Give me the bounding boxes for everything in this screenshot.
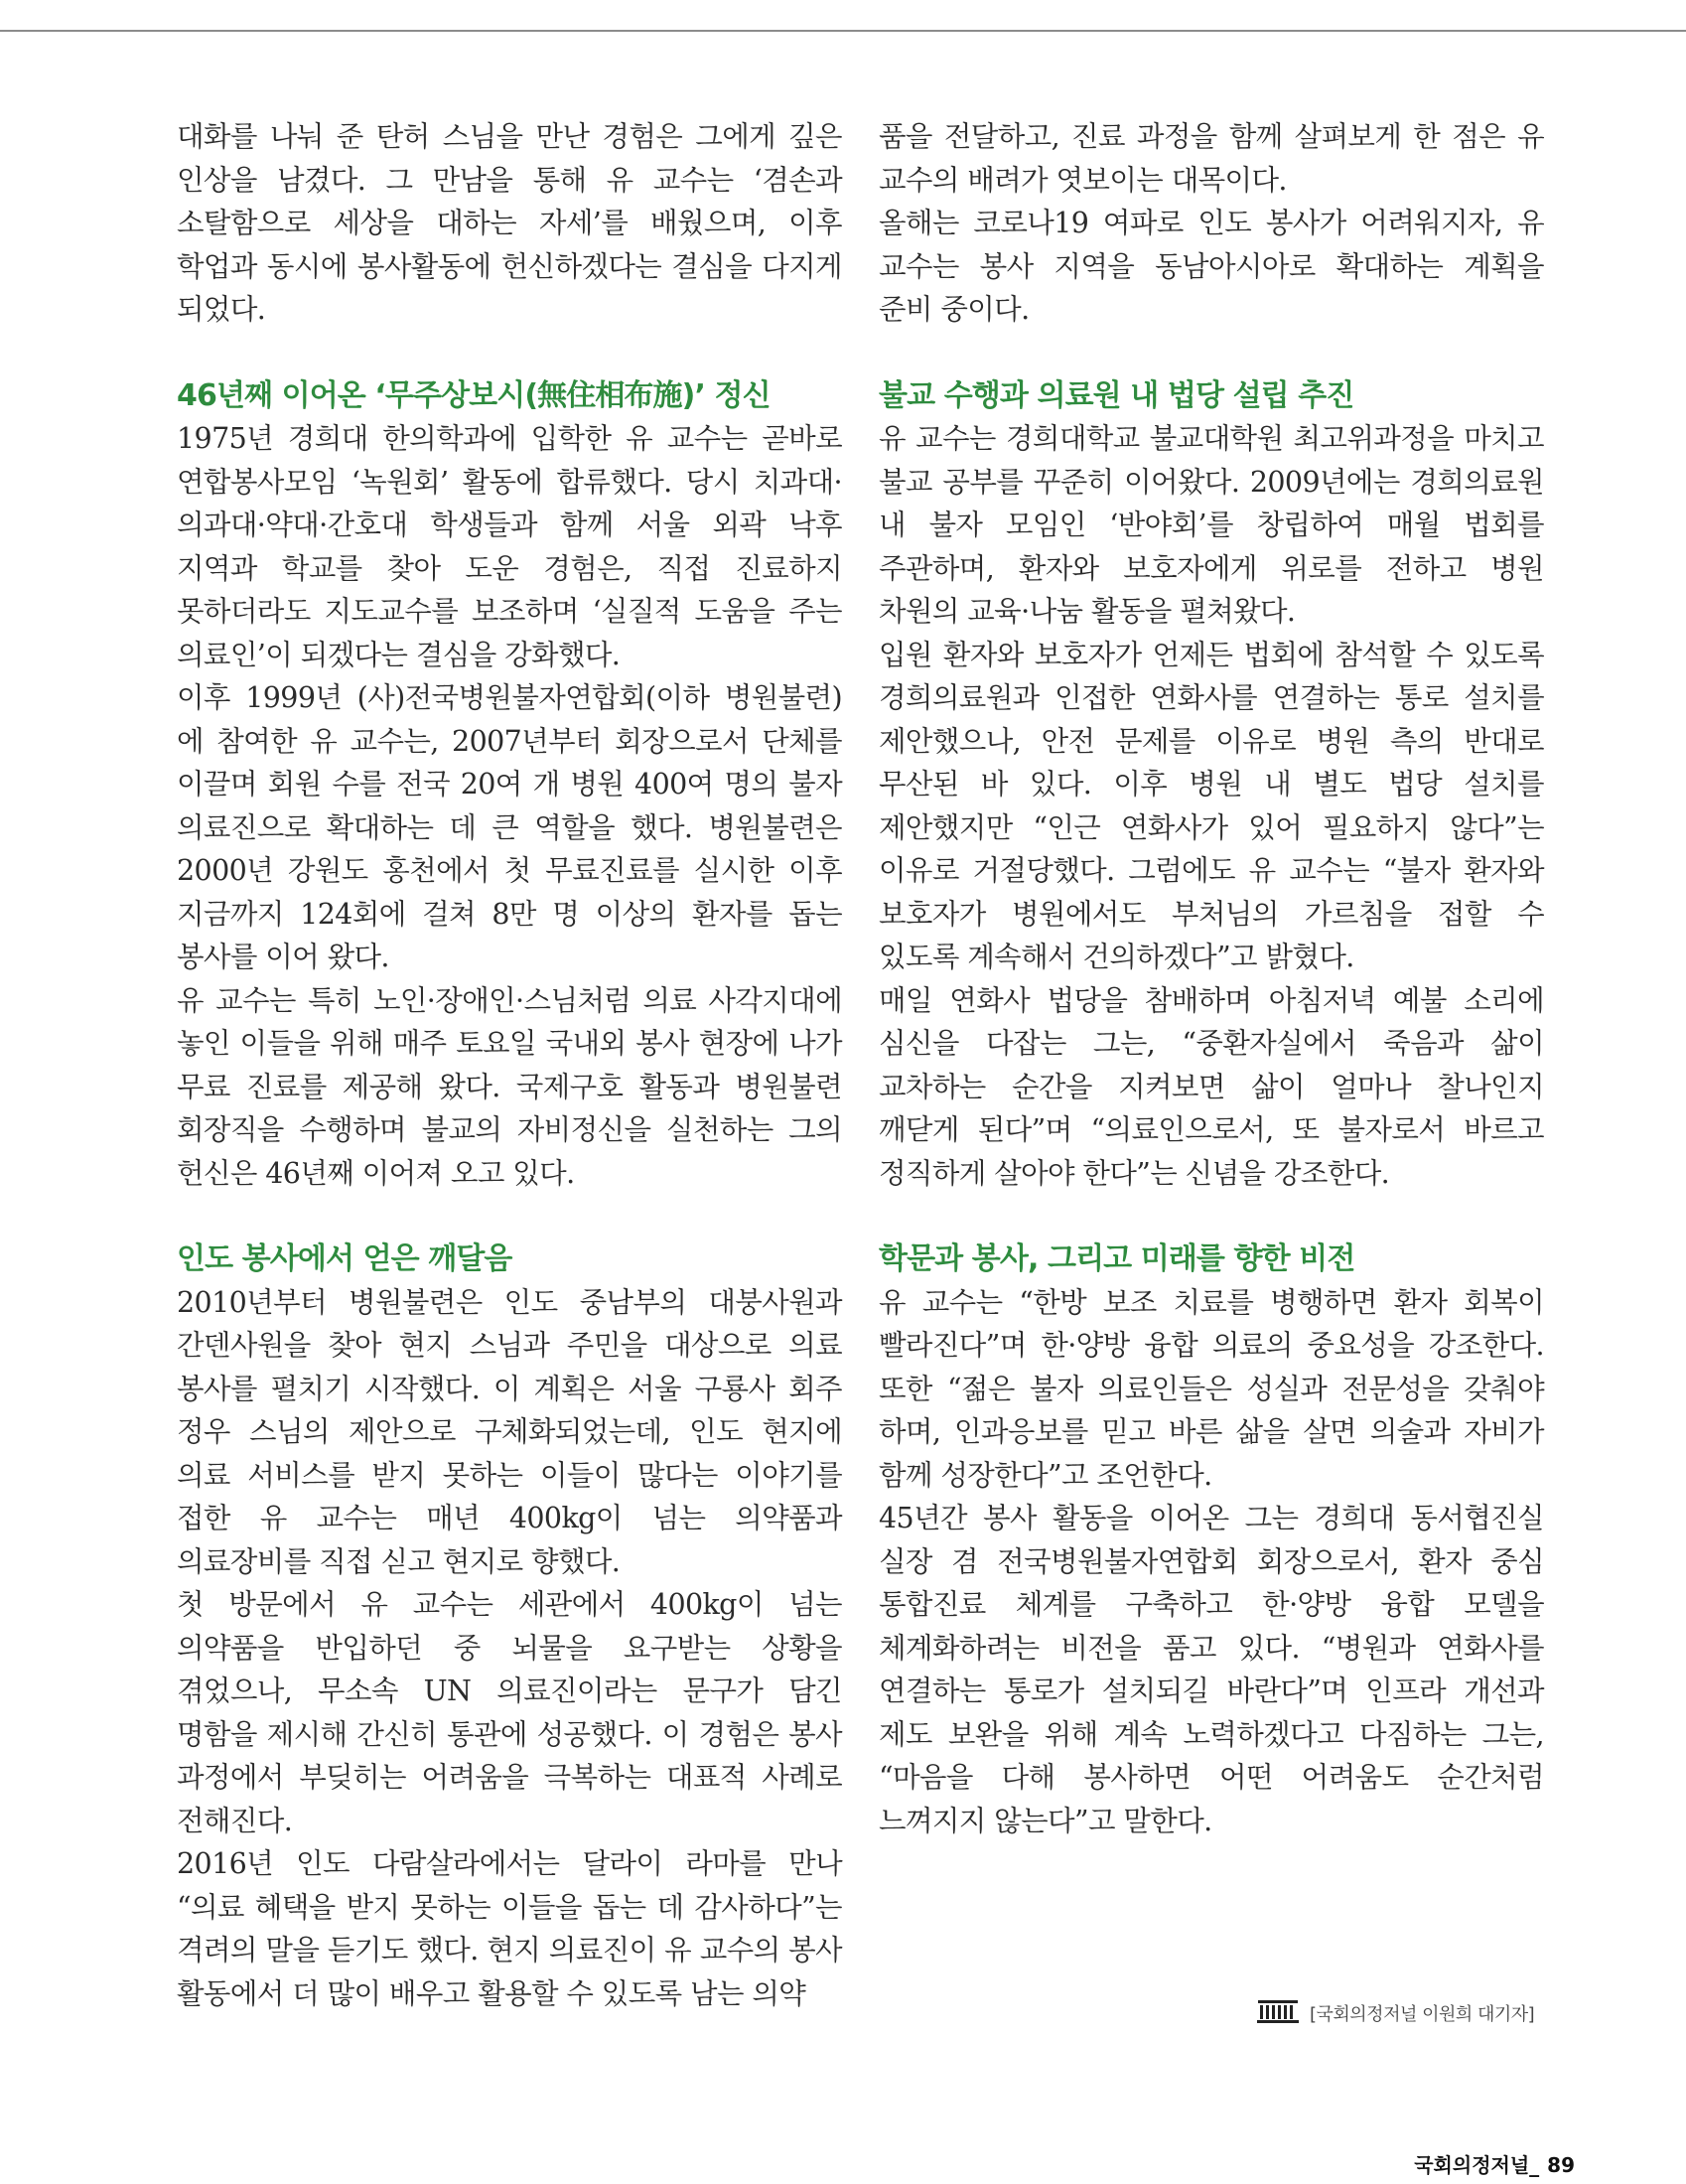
section-heading: 학문과 봉사, 그리고 미래를 향한 비전 — [879, 1241, 1355, 1276]
paragraph: 입원 환자와 보호자가 언제든 법회에 참석할 수 있도록 경희의료원과 인접한 연화사를 연결하는 통로 설치를 제안했으나, 안전 문제를 이유로 병원 측의 반대로 무산된 바 있다. 이후 병원 내 별도 법당 설치를 제안했지만 “인근 연화사가 있어 필요하지 않다”는 이유로 거절당했다. 그럼에도 유 교수는 “불자 환자와 보호자가 병원에서도 부처님의 가르침을 접할 수 있도록 계속해서 건의하겠다”고 밝혔다. — [879, 638, 1544, 973]
paragraph: 이후 1999년 (사)전국병원불자연합회(이하 병원불련)에 참여한 유 교수는, 2007년부터 회장으로서 단체를 이끌며 회원 수를 전국 20여 개 병원 400여 명의 불자 의료진으로 확대하는 데 큰 역할을 했다. 병원불련은 2000년 강원도 홍천에서 첫 무료진료를 실시한 이후 지금까지 124회에 걸쳐 8만 명 이상의 환자를 돕는 봉사를 이어 왔다. — [177, 681, 842, 973]
paragraph: 유 교수는 경희대학교 불교대학원 최고위과정을 마치고 불교 공부를 꾸준히 이어왔다. 2009년에는 경희의료원 내 불자 모임인 ‘반야회’를 창립하여 매월 법회를 주관하며, 환자와 보호자에게 위로를 전하고 병원 차원의 교육·나눔 활동을 펼쳐왔다. — [879, 422, 1544, 628]
paragraph: 대화를 나눠 준 탄허 스님을 만난 경험은 그에게 깊은 인상을 남겼다. 그 만남을 통해 유 교수는 ‘겸손과 소탈함으로 세상을 대하는 자세’를 배웠으며, 이후 학업과 동시에 봉사활동에 헌신하겠다는 결심을 다지게 되었다. — [177, 120, 842, 326]
paragraph: 올해는 코로나19 여파로 인도 봉사가 어려워지자, 유 교수는 봉사 지역을 동남아시아로 확대하는 계획을 준비 중이다. — [879, 207, 1544, 326]
paragraph: 2010년부터 병원불련은 인도 중남부의 대붕사원과 간덴사원을 찾아 현지 스님과 주민을 대상으로 의료 봉사를 펼치기 시작했다. 이 계획은 서울 구룡사 회주 정우 스님의 제안으로 구체화되었는데, 인도 현지에 의료 서비스를 받지 못하는 이들이 많다는 이야기를 접한 유 교수는 매년 400kg이 넘는 의약품과 의료장비를 직접 싣고 현지로 향했다. — [177, 1285, 842, 1578]
paragraph: 매일 연화사 법당을 참배하며 아침저녁 예불 소리에 심신을 다잡는 그는, “중환자실에서 죽음과 삶이 교차하는 순간을 지켜보면 삶이 얼마나 찰나인지 깨닫게 된다”며 “의료인으로서, 또 불자로서 바르고 정직하게 살아야 한다”는 신념을 강조한다. — [879, 983, 1544, 1190]
paragraph: 유 교수는 특히 노인·장애인·스님처럼 의료 사각지대에 놓인 이들을 위해 매주 토요일 국내외 봉사 현장에 나가 무료 진료를 제공해 왔다. 국제구호 활동과 병원불련 회장직을 수행하며 불교의 자비정신을 실천하는 그의 헌신은 46년째 이어져 오고 있다. — [177, 983, 842, 1190]
right-column — [879, 115, 1544, 1842]
section-heading: 인도 봉사에서 얻은 깨달음 — [177, 1241, 512, 1276]
section-heading: 불교 수행과 의료원 내 법당 설립 추진 — [879, 377, 1354, 413]
credit-text: [국회의정저널 이원희 대기자] — [1310, 2004, 1535, 2025]
top-divider — [0, 30, 1686, 32]
paragraph: 1975년 경희대 한의학과에 입학한 유 교수는 곧바로 연합봉사모임 ‘녹원회’ 활동에 합류했다. 당시 치과대·의과대·약대·간호대 학생들과 함께 서울 외곽 낙후 지역과 학교를 찾아 도운 경험은, 직접 진료하지 못하더라도 지도교수를 보조하며 ‘실질적 도움을 주는 의료인’이 되겠다는 결심을 강화했다. — [177, 422, 842, 671]
magazine-name: 국회의정저널_ — [1414, 2153, 1540, 2177]
section-heading: 46년째 이어온 ‘무주상보시(無住相布施)’ 정신 — [177, 377, 771, 413]
left-column — [177, 115, 842, 2015]
page-number: 89 — [1547, 2153, 1575, 2177]
paragraph: 2016년 인도 다람살라에서는 달라이 라마를 만나 “의료 혜택을 받지 못하는 이들을 돕는 데 감사하다”는 격려의 말을 듣기도 했다. 현지 의료진이 유 교수의 봉사 활동에서 더 많이 배우고 활용할 수 있도록 남는 의약 — [177, 1847, 842, 2010]
paragraph: 품을 전달하고, 진료 과정을 함께 살펴보게 한 점은 유 교수의 배려가 엿보이는 대목이다. — [879, 120, 1544, 197]
paragraph: 유 교수는 “한방 보조 치료를 병행하면 환자 회복이 빨라진다”며 한·양방 융합 의료의 중요성을 강조한다. 또한 “젊은 불자 의료인들은 성실과 전문성을 갖춰야 하며, 인과응보를 믿고 바른 삶을 살면 의술과 자비가 함께 성장한다”고 조언한다. — [879, 1285, 1544, 1492]
author-credit — [1256, 1998, 1534, 2028]
assembly-building-icon — [1256, 1998, 1300, 2028]
page-footer — [1414, 2149, 1575, 2178]
paragraph: 첫 방문에서 유 교수는 세관에서 400kg이 넘는 의약품을 반입하던 중 뇌물을 요구받는 상황을 겪었으나, 무소속 UN 의료진이라는 문구가 담긴 명함을 제시해 간신히 통관에 성공했다. 이 경험은 봉사 과정에서 부딪히는 어려움을 극복하는 대표적 사례로 전해진다. — [177, 1588, 842, 1837]
paragraph: 45년간 봉사 활동을 이어온 그는 경희대 동서협진실 실장 겸 전국병원불자연합회 회장으로서, 환자 중심 통합진료 체계를 구축하고 한·양방 융합 모델을 체계화하려는 비전을 품고 있다. “병원과 연화사를 연결하는 통로가 설치되길 바란다”며 인프라 개선과 제도 보완을 위해 계속 노력하겠다고 다짐하는 그는, “마음을 다해 봉사하면 어떤 어려움도 순간처럼 느껴지지 않는다”고 말한다. — [879, 1502, 1544, 1837]
